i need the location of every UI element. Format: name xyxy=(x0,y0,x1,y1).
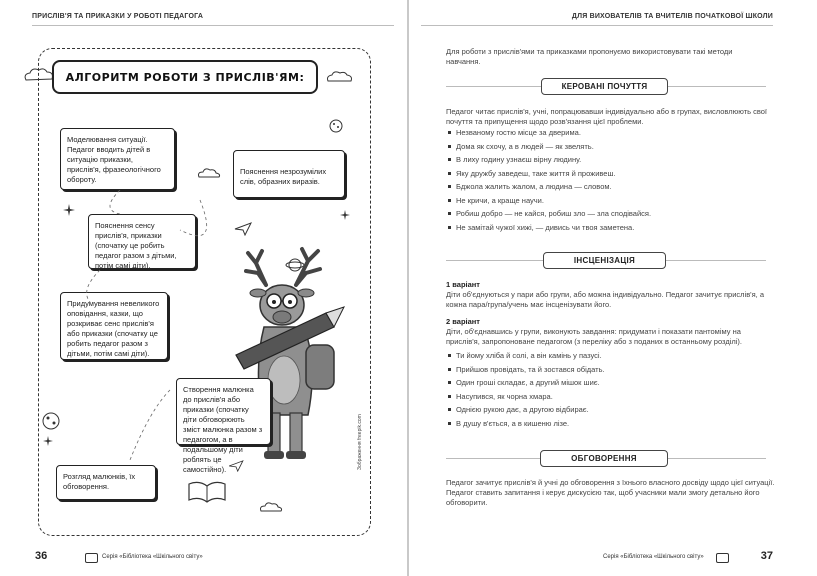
step-modeling: Моделювання ситуації. Педагог вводить дітей в ситуацію приказки, прислів'я, фразеологічного обороту. xyxy=(60,128,175,190)
list-item: Не кричи, а краще научи. xyxy=(448,196,651,206)
left-page xyxy=(0,0,408,576)
step-explain-words: Пояснення незрозумілих слів, образних виразів. xyxy=(233,150,345,198)
sparkle-icon xyxy=(340,210,350,220)
section-title-discussion: ОБГОВОРЕННЯ xyxy=(540,450,668,467)
variant-1-label: 1 варіант xyxy=(446,280,480,289)
discussion-text: Педагог зачитує прислів'я й учні до обговорення з їхнього власного досвіду щодо цієї ситуації. Педагог ставить запитання і керує дискусією так, щоб учасники мали змогу детально його обговорити. xyxy=(446,478,775,507)
proverb-list-staging xyxy=(448,351,605,432)
planet-icon xyxy=(328,118,344,134)
list-item: Незваному гостю місце за дверима. xyxy=(448,128,651,138)
open-book-icon xyxy=(187,478,227,504)
list-item: Один гроші складає, а другий мішок шиє. xyxy=(448,378,605,388)
intro-text: Для роботи з прислів'ями та приказками пропонуємо використовувати такі методи навчання. xyxy=(446,47,733,66)
list-item: Бджола жалить жалом, а людина — словом. xyxy=(448,182,651,192)
list-item: Дома як схочу, а в людей — як звелять. xyxy=(448,142,651,152)
series-label-right: Серія «Бібліотека «Шкільного світу» xyxy=(603,554,704,560)
tv-icon xyxy=(85,553,98,563)
dashed-path xyxy=(60,190,260,480)
cloud-icon xyxy=(325,68,355,84)
list-item: Прийшов провідать, та й зостався обідать. xyxy=(448,365,605,375)
list-item: В лиху годину узнаєш вірну людину. xyxy=(448,155,651,165)
variant-1-text: Діти об'єднуються у пари або групи, або можна індивідуально. Педагог зачитує прислів'я, а кожна пара/група/учень має інсценізувати його. xyxy=(446,290,765,309)
list-item: Не замітай чужої хижі, — дивись чи твоя заметена. xyxy=(448,223,651,233)
algorithm-title: АЛГОРИТМ РОБОТИ З ПРИСЛІВ'ЯМ: xyxy=(52,60,318,94)
variant-2-text: Діти, об'єднавшись у групи, виконують завдання: придумати і показати пантоміму на прислів'я, запропоноване педагогом (з переліку або з поданих в останньому розділі). xyxy=(446,327,742,346)
running-head-left: ПРИСЛІВ'Я ТА ПРИКАЗКИ У РОБОТІ ПЕДАГОГА xyxy=(32,13,204,20)
proverb-list-feelings xyxy=(448,128,651,236)
variant-2-label: 2 варіант xyxy=(446,317,480,326)
running-head-right: ДЛЯ ВИХОВАТЕЛІВ ТА ВЧИТЕЛІВ ПОЧАТКОВОЇ ШКОЛИ xyxy=(571,13,773,20)
list-item: Насупився, як чорна хмара. xyxy=(448,392,605,402)
paper-plane-icon xyxy=(228,460,244,472)
section-title-guided-feelings: КЕРОВАНІ ПОЧУТТЯ xyxy=(541,78,668,95)
guided-feelings-text: Педагог читає прислів'я, учні, попрацювавши індивідуально або в групах, висловлюють свої почуття та припущення щодо розв'язання цієї проблеми. xyxy=(446,107,768,126)
step-drawing: Створення малюнка до прислів'я або приказки (спочатку діти обговорюють зміст малюнка разом з педагогом, а в подальшому діти роблять це самостійно). xyxy=(176,378,271,445)
tv-icon xyxy=(716,553,729,563)
list-item: Робиш добро — не кайся, робиш зло — зла сподівайся. xyxy=(448,209,651,219)
cloud-small-icon xyxy=(196,166,222,180)
planet-icon xyxy=(40,410,62,432)
step-invent-story: Придумування невеликого оповідання, казки, що розкриває сенс прислів'я або приказки (спочатку це робить педагог разом з дітьми, потім самі діти). xyxy=(60,292,168,360)
series-label-left: Серія «Бібліотека «Шкільного світу» xyxy=(102,554,203,560)
cloud-small-icon xyxy=(258,500,284,514)
sparkle-icon xyxy=(43,436,53,446)
step-review-drawings: Розгляд малюнків, їх обговорення. xyxy=(56,465,156,500)
page-number-right: 37 xyxy=(760,550,773,562)
list-item: Ти йому хліба й солі, а він камінь у пазусі. xyxy=(448,351,605,361)
list-item: Яку дружбу заведеш, таке життя й проживеш. xyxy=(448,169,651,179)
section-title-staging: ІНСЦЕНІЗАЦІЯ xyxy=(543,252,666,269)
step-explain-meaning: Пояснення сенсу прислів'я, приказки (спочатку це робить педагог разом з дітьми, потім самі діти). xyxy=(88,214,196,269)
list-item: Однією рукою дає, а другою відбирає. xyxy=(448,405,605,415)
list-item: В душу в'ється, а в кишеню лізе. xyxy=(448,419,605,429)
header-rule-right xyxy=(421,25,773,26)
image-credit: Зображення freepik.com xyxy=(357,414,363,470)
page-number-left: 36 xyxy=(35,550,48,562)
header-rule-left xyxy=(32,25,394,26)
